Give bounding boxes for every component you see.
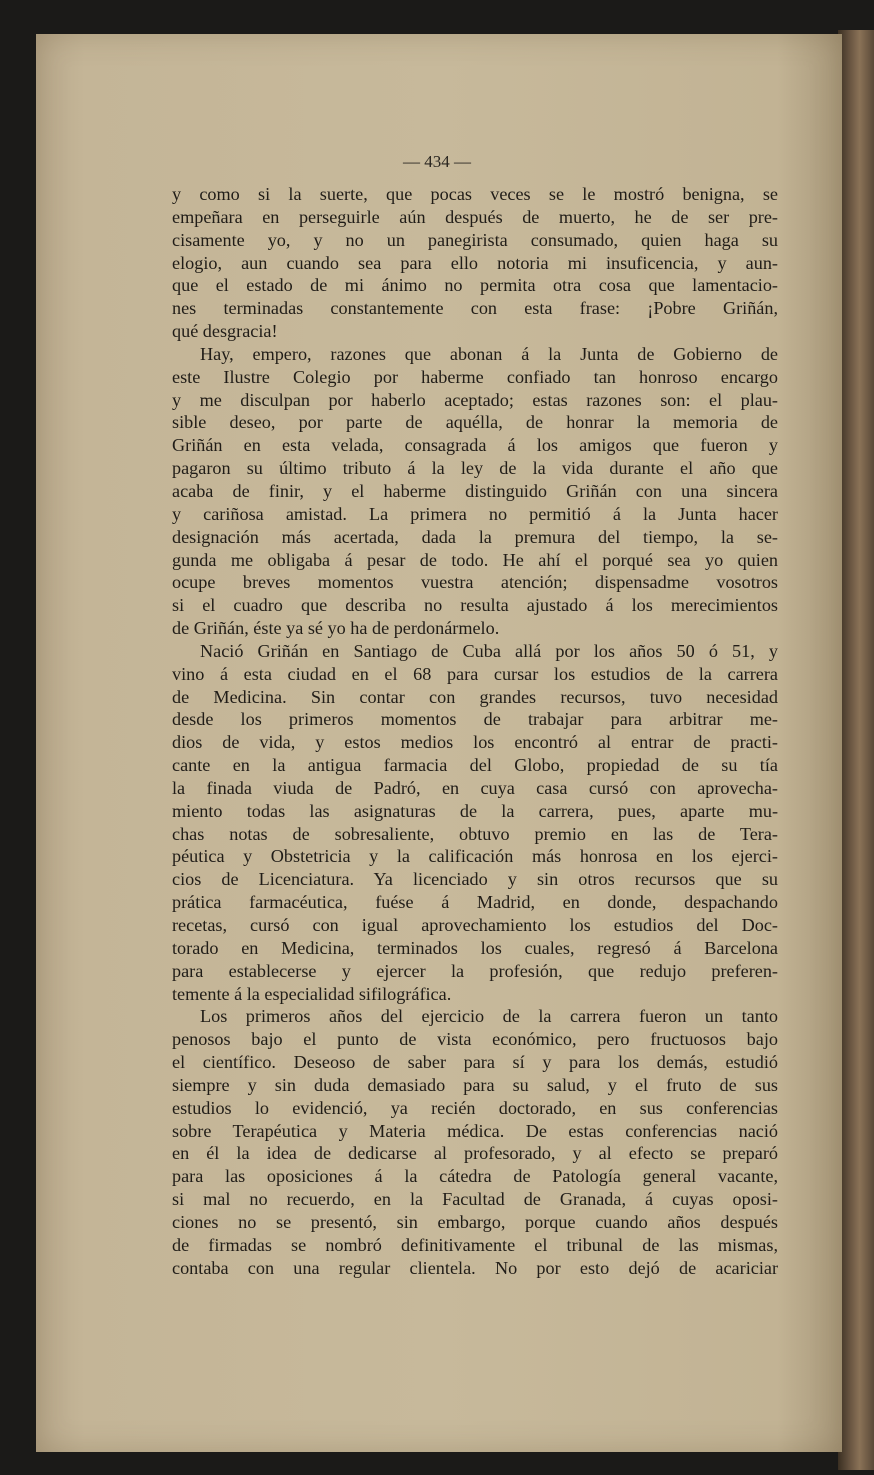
- text-line: pagaron su último tributo á la ley de la vida durante el año que: [172, 458, 778, 479]
- text-line: desde los primeros momentos de trabajar para arbitrar me-: [172, 709, 778, 730]
- paragraph: [172, 640, 778, 1006]
- text-line: estudios lo evidenció, ya recién doctorado, en sus conferencias: [172, 1097, 778, 1118]
- text-line: péutica y Obstetricia y la calificación más honrosa en los ejerci-: [172, 846, 778, 867]
- text-line: penosos bajo el punto de vista económico, pero fructuosos bajo: [172, 1029, 778, 1050]
- body-text: [172, 183, 778, 1280]
- text-line: ocupe breves momentos vuestra atención; dispensadme vosotros: [172, 572, 778, 593]
- text-line: qué desgracia!: [172, 321, 278, 342]
- text-line: temente á la especialidad sifilográfica.: [172, 983, 452, 1004]
- text-line: de Medicina. Sin contar con grandes recursos, tuvo necesidad: [172, 686, 778, 707]
- text-line: prática farmacéutica, fuése á Madrid, en donde, despachando: [172, 892, 778, 913]
- paragraph: [172, 1005, 778, 1279]
- text-line: gunda me obligaba á pesar de todo. He ahí el porqué sea yo quien: [172, 549, 778, 570]
- text-line: para establecerse y ejercer la profesión, que redujo preferen-: [172, 960, 778, 981]
- text-line: y como si la suerte, que pocas veces se le mostró benigna, se: [172, 184, 778, 204]
- book-spine-edge: [838, 30, 874, 1470]
- text-line: contaba con una regular clientela. No por esto dejó de acariciar: [172, 1257, 778, 1278]
- text-line: empeñara en perseguirle aún después de muerto, he de ser pre-: [172, 206, 778, 227]
- text-line: siempre y sin duda demasiado para su salud, y el fruto de sus: [172, 1074, 778, 1095]
- text-line: nes terminadas constantemente con esta frase: ¡Pobre Griñán,: [172, 298, 778, 319]
- text-line: Griñán en esta velada, consagrada á los amigos que fueron y: [172, 435, 778, 456]
- text-line: la finada viuda de Padró, en cuya casa cursó con aprovecha-: [172, 777, 778, 798]
- text-line: torado en Medicina, terminados los cuales, regresó á Barcelona: [172, 937, 778, 958]
- text-line: chas notas de sobresaliente, obtuvo premio en las de Tera-: [172, 823, 778, 844]
- text-line: cante en la antigua farmacia del Globo, propiedad de su tía: [172, 755, 778, 776]
- text-line: en él la idea de dedicarse al profesorado, y al efecto se preparó: [172, 1143, 778, 1164]
- text-line: que el estado de mi ánimo no permita otra cosa que lamentacio-: [172, 275, 778, 296]
- text-line: vino á esta ciudad en el 68 para cursar los estudios de la carrera: [172, 663, 778, 684]
- text-line: de Griñán, éste ya sé yo ha de perdonármelo.: [172, 618, 500, 639]
- text-line: cisamente yo, y no un panegirista consumado, quien haga su: [172, 229, 778, 250]
- paragraph: [172, 343, 778, 640]
- text-line: Hay, empero, razones que abonan á la Junta de Gobierno de: [200, 343, 778, 364]
- text-line: y cariñosa amistad. La primera no permitió á la Junta hacer: [172, 503, 778, 524]
- text-line: elogio, aun cuando sea para ello notoria mi insuficencia, y aun-: [172, 252, 778, 273]
- text-line: y me disculpan por haberlo aceptado; estas razones son: el plau-: [172, 389, 778, 410]
- text-line: Los primeros años del ejercicio de la carrera fueron un tanto: [200, 1006, 778, 1027]
- text-line: sible deseo, por parte de aquélla, de honrar la memoria de: [172, 412, 778, 433]
- page-number: — 434 —: [403, 152, 471, 171]
- text-line: ciones no se presentó, sin embargo, porque cuando años después: [172, 1211, 778, 1232]
- text-line: Nació Griñán en Santiago de Cuba allá por los años 50 ó 51, y: [200, 640, 778, 661]
- text-line: el científico. Deseoso de saber para sí y para los demás, estudió: [172, 1052, 778, 1073]
- text-line: recetas, cursó con igual aprovechamiento los estudios del Doc-: [172, 915, 778, 935]
- paragraph: [172, 183, 778, 343]
- text-line: cios de Licenciatura. Ya licenciado y sin otros recursos que su: [172, 869, 778, 890]
- text-line: designación más acertada, dada la premura del tiempo, la se-: [172, 526, 778, 547]
- text-line: miento todas las asignaturas de la carrera, pues, aparte mu-: [172, 800, 778, 821]
- text-line: de firmadas se nombró definitivamente el tribunal de las mismas,: [172, 1234, 778, 1255]
- text-line: este Ilustre Colegio por haberme confiado tan honroso encargo: [172, 366, 778, 387]
- text-line: si mal no recuerdo, en la Facultad de Granada, á cuyas oposi-: [172, 1189, 778, 1210]
- text-line: sobre Terapéutica y Materia médica. De estas conferencias nació: [172, 1120, 778, 1141]
- text-line: si el cuadro que describa no resulta ajustado á los merecimientos: [172, 595, 778, 616]
- text-line: acaba de finir, y el haberme distinguido Griñán con una sincera: [172, 480, 778, 501]
- text-line: dios de vida, y estos medios los encontró al entrar de practi-: [172, 732, 778, 753]
- text-line: para las oposiciones á la cátedra de Patología general vacante,: [172, 1166, 778, 1187]
